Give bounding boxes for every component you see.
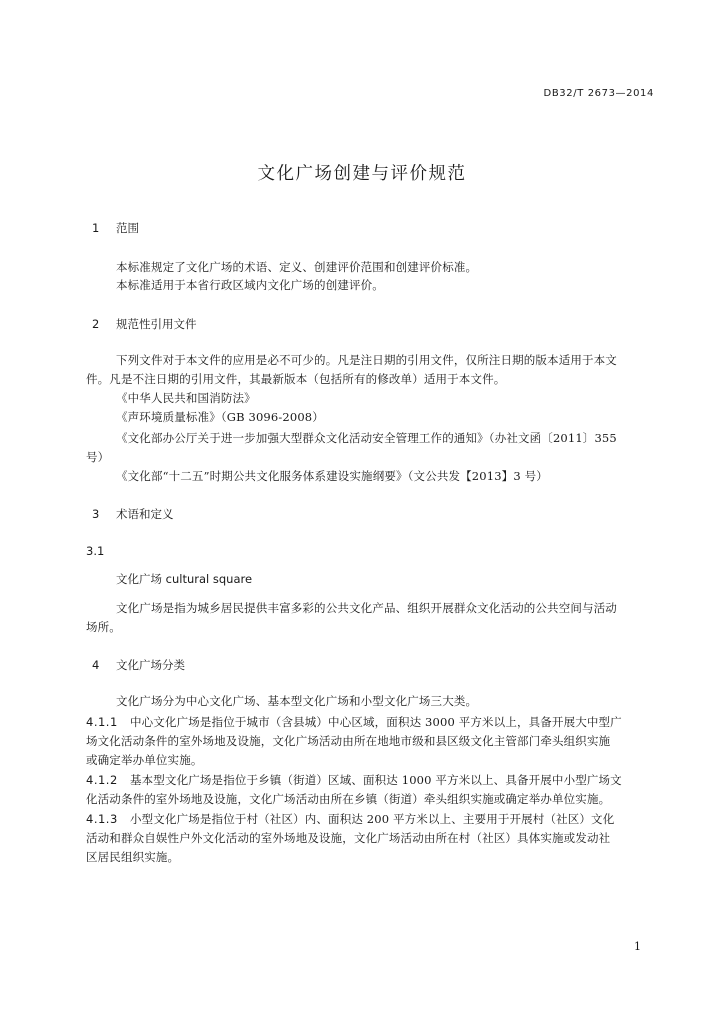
page-number: 1 bbox=[634, 940, 641, 953]
section-1-heading bbox=[92, 220, 139, 236]
reference-item: 《中华人民共和国消防法》 bbox=[116, 391, 256, 405]
clause-line: 基本型文化广场是指位于乡镇（街道）区域、面积达 1000 平方米以上、具备开展中小型广场文 bbox=[130, 773, 622, 787]
reference-item: 《文化部办公厅关于进一步加强大型群众文化活动安全管理工作的通知》（办社文函〔2011〕355 bbox=[116, 431, 617, 445]
subsection-number: 3.1 bbox=[86, 544, 105, 558]
section-2-intro-line: 下列文件对于本文件的应用是必不可少的。凡是注日期的引用文件，仅所注日期的版本适用于本文 bbox=[116, 353, 617, 367]
term-definition: 文化广场是指为城乡居民提供丰富多彩的公共文化产品、组织开展群众文化活动的公共空间与活动 bbox=[116, 601, 617, 615]
clause-line: 场文化活动条件的室外场地及设施，文化广场活动由所在地地市级和县区级文化主管部门牵头组织实施 bbox=[86, 734, 611, 748]
section-3-number: 3 bbox=[92, 507, 100, 521]
section-4-number: 4 bbox=[92, 658, 100, 672]
term-definition: 场所。 bbox=[86, 620, 121, 634]
section-2-intro-line: 件。凡是不注日期的引用文件，其最新版本（包括所有的修改单）适用于本文件。 bbox=[86, 372, 506, 386]
reference-item-continuation: 号） bbox=[86, 450, 110, 464]
section-2-heading bbox=[92, 316, 197, 332]
section-1-title: 范围 bbox=[116, 221, 139, 235]
section-1-paragraph: 本标准规定了文化广场的术语、定义、创建评价范围和创建评价标准。 bbox=[116, 260, 478, 274]
section-1-paragraph: 本标准适用于本省行政区域内文化广场的创建评价。 bbox=[116, 278, 384, 292]
section-4-intro: 文化广场分为中心文化广场、基本型文化广场和小型文化广场三大类。 bbox=[116, 694, 478, 708]
clause-line: 小型文化广场是指位于村（社区）内、面积达 200 平方米以上、主要用于开展村（社区）文化 bbox=[130, 812, 615, 826]
clause-4-1-1 bbox=[86, 714, 622, 730]
clause-number: 4.1.3 bbox=[86, 812, 118, 826]
clause-line: 化活动条件的室外场地及设施，文化广场活动由所在乡镇（街道）牵头组织实施或确定举办单位实施。 bbox=[86, 792, 611, 806]
section-2-title: 规范性引用文件 bbox=[116, 317, 197, 331]
clause-line: 活动和群众自娱性户外文化活动的室外场地及设施，文化广场活动由所在村（社区）具体实施或发动社 bbox=[86, 831, 611, 845]
clause-line: 或确定举办单位实施。 bbox=[86, 753, 203, 767]
clause-line: 区居民组织实施。 bbox=[86, 850, 180, 864]
section-2-number: 2 bbox=[92, 317, 100, 331]
clause-4-1-3 bbox=[86, 811, 614, 827]
clause-number: 4.1.2 bbox=[86, 773, 118, 787]
document-title: 文化广场创建与评价规范 bbox=[257, 164, 467, 184]
reference-item: 《文化部“十二五”时期公共文化服务体系建设实施纲要》（文公共发【2013】3 号） bbox=[116, 469, 548, 483]
reference-item: 《声环境质量标准》（GB 3096-2008） bbox=[116, 410, 324, 424]
section-4-heading bbox=[92, 657, 185, 673]
clause-4-1-2 bbox=[86, 772, 622, 788]
clause-number: 4.1.1 bbox=[86, 715, 118, 729]
section-1-number: 1 bbox=[92, 221, 100, 235]
section-3-heading bbox=[92, 506, 174, 522]
section-4-title: 文化广场分类 bbox=[116, 658, 185, 672]
section-3-title: 术语和定义 bbox=[116, 507, 174, 521]
term-entry: 文化广场 cultural square bbox=[116, 572, 253, 586]
standard-code: DB32/T 2673—2014 bbox=[543, 88, 654, 99]
clause-line: 中心文化广场是指位于城市（含县城）中心区域，面积达 3000 平方米以上，具备开展大中型广 bbox=[130, 715, 622, 729]
